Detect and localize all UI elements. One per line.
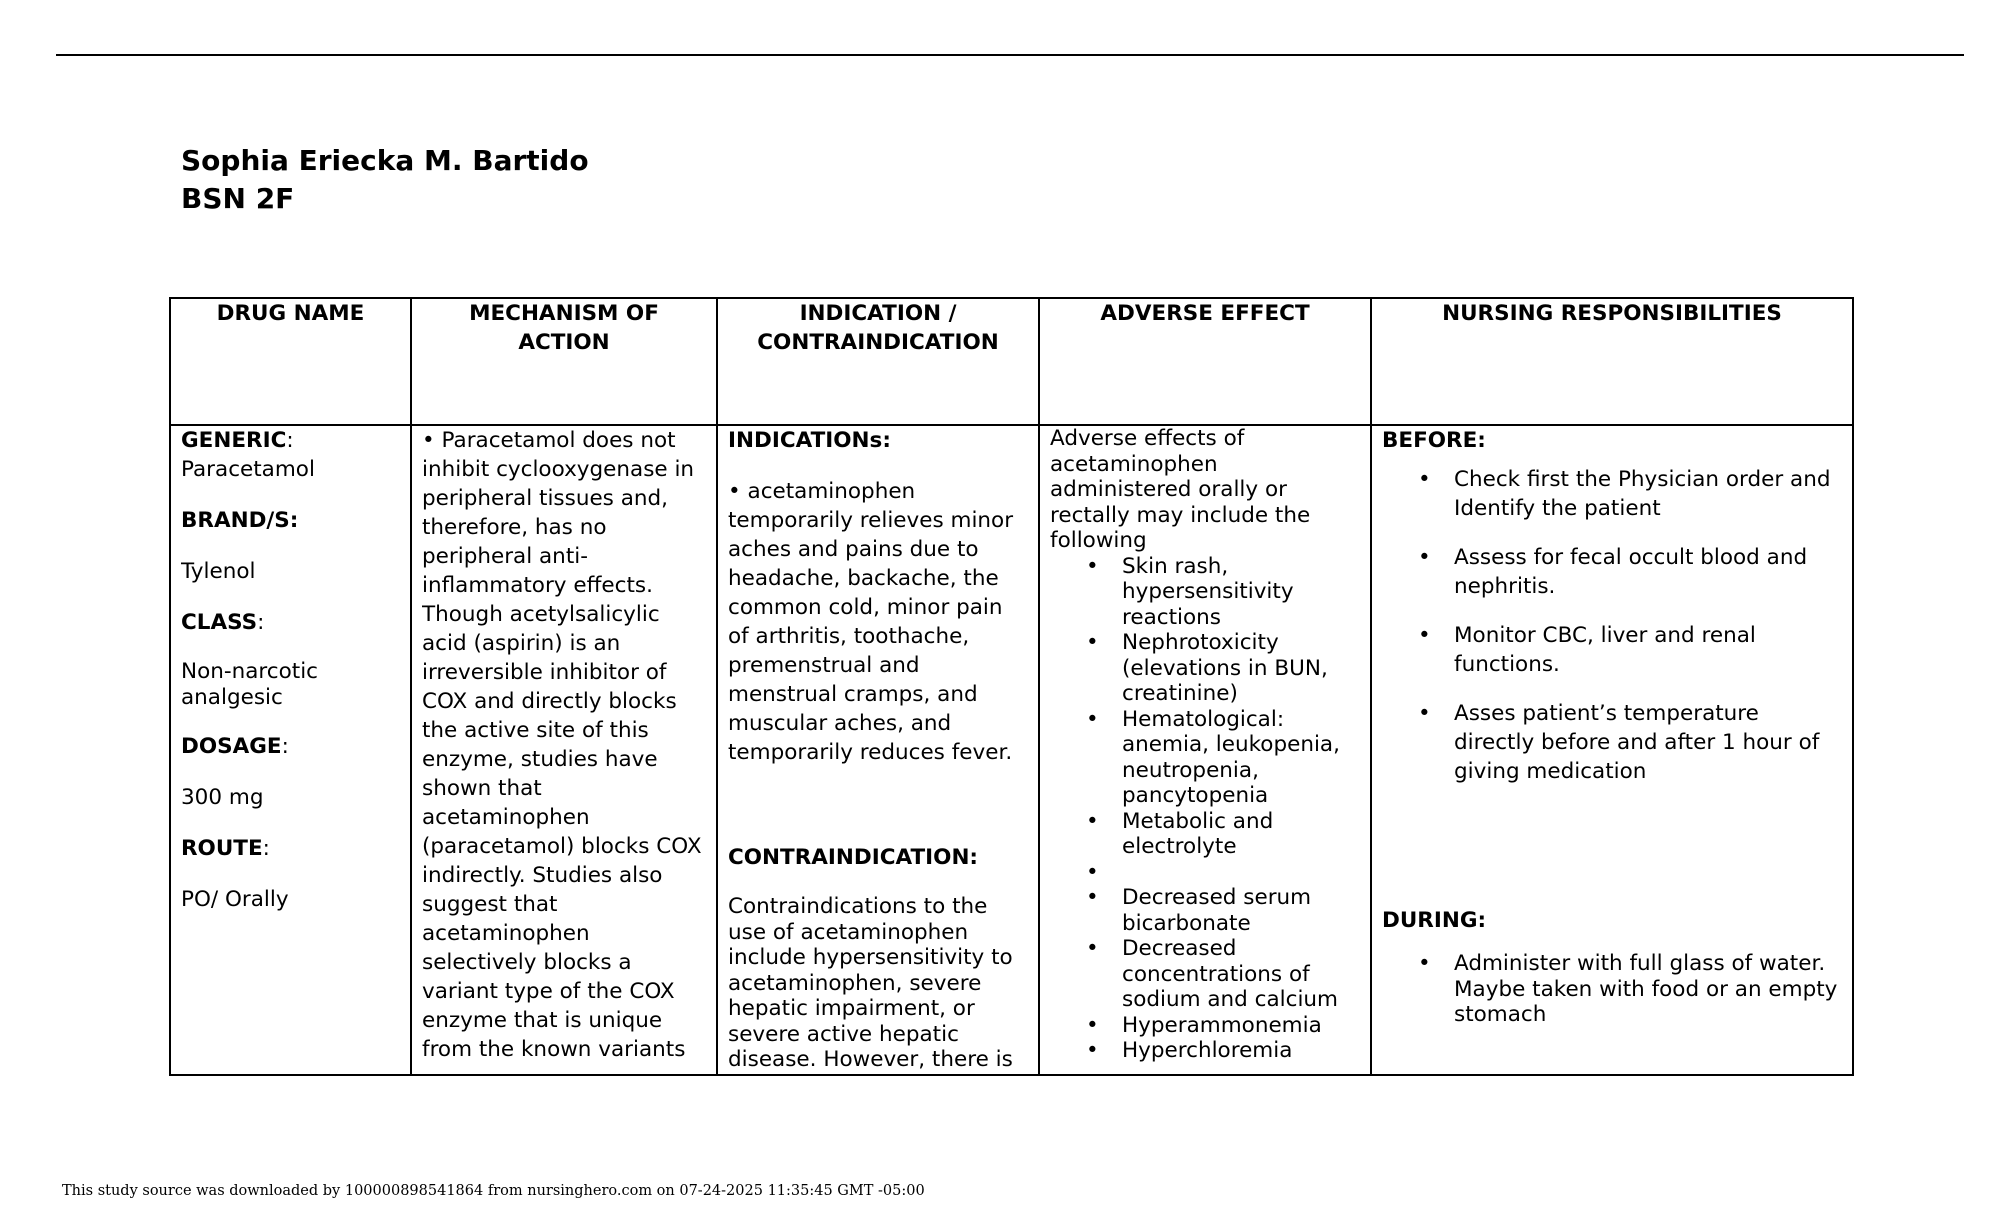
table-header-row bbox=[170, 298, 1853, 425]
generic-value: Paracetamol bbox=[181, 457, 315, 482]
indications-label: INDICATIONs: bbox=[728, 428, 891, 453]
route-value: PO/ Orally bbox=[181, 887, 289, 912]
list-item: • Monitor CBC, liver and renal functions. bbox=[1454, 621, 1842, 679]
list-item: • Asses patient’s temperature directly before and after 1 hour of giving medication bbox=[1454, 699, 1842, 786]
mechanism-text: • Paracetamol does not inhibit cyclooxygenase in peripheral tissues and, therefore, has no peripheral anti-inflammatory effects. Though acetylsalicylic acid (aspirin) is an irreversible inhibitor of COX and directly blocks the active site of this enzyme, studies have shown that acetaminophen (paracetamol) blocks COX indirectly. Studies also suggest that acetaminophen selectively blocks a variant type of the COX enzyme that is unique from the known variants bbox=[422, 428, 702, 1062]
brand-label: BRAND/S: bbox=[181, 508, 299, 533]
during-label: DURING: bbox=[1382, 908, 1487, 933]
list-item: • Hematological: anemia, leukopenia, neutropenia, pancytopenia bbox=[1122, 707, 1360, 809]
drug-study-table bbox=[169, 297, 1854, 1076]
table-row bbox=[170, 425, 1853, 1075]
class-label: CLASS bbox=[181, 610, 258, 635]
dosage-label: DOSAGE bbox=[181, 734, 282, 759]
route-label: ROUTE bbox=[181, 836, 263, 861]
list-item: • Hyperammonemia bbox=[1122, 1013, 1360, 1039]
during-list bbox=[1382, 951, 1842, 1028]
list-item: • Nephrotoxicity (elevations in BUN, creatinine) bbox=[1122, 630, 1360, 707]
header-adverse-effect: ADVERSE EFFECT bbox=[1039, 298, 1371, 425]
student-section: BSN 2F bbox=[181, 182, 295, 215]
header-indication-contraindication: INDICATION / CONTRAINDICATION bbox=[717, 298, 1039, 425]
cell-indication-contraindication bbox=[717, 425, 1039, 1075]
list-item: • Decreased concentrations of sodium and calcium bbox=[1122, 936, 1360, 1013]
cell-adverse-effect bbox=[1039, 425, 1371, 1075]
indications-text: • acetaminophen temporarily relieves minor aches and pains due to headache, backache, the common cold, minor pain of arthritis, toothache, premenstrual and menstrual cramps, and muscular aches, and temporarily reduces fever. bbox=[728, 479, 1014, 765]
student-header bbox=[181, 142, 589, 218]
contraindication-label: CONTRAINDICATION: bbox=[728, 845, 979, 870]
contraindication-text: Contraindications to the use of acetaminophen include hypersensitivity to acetaminophen, severe hepatic impairment, or severe active hepatic disease. However, there is bbox=[728, 894, 1013, 1072]
list-item: • Assess for fecal occult blood and nephritis. bbox=[1454, 543, 1842, 601]
adverse-intro: Adverse effects of acetaminophen administered orally or rectally may include the following bbox=[1050, 426, 1311, 553]
list-item: • Check first the Physician order and Identify the patient bbox=[1454, 465, 1842, 523]
cell-mechanism-of-action bbox=[411, 425, 717, 1075]
list-item: • Skin rash, hypersensitivity reactions bbox=[1122, 554, 1360, 631]
list-item: • Hyperchloremia bbox=[1122, 1038, 1360, 1064]
header-drug-name: DRUG NAME bbox=[170, 298, 411, 425]
student-name: Sophia Eriecka M. Bartido bbox=[181, 144, 589, 177]
adverse-effects-list bbox=[1050, 554, 1360, 1064]
cell-nursing-responsibilities bbox=[1371, 425, 1853, 1075]
download-source-note: This study source was downloaded by 100000898541864 from nursinghero.com on 07-24-2025 11:35:45 GMT -05:00 bbox=[62, 1183, 925, 1199]
header-mechanism-of-action: MECHANISM OF ACTION bbox=[411, 298, 717, 425]
list-item: • Decreased serum bicarbonate bbox=[1122, 885, 1360, 936]
top-horizontal-rule bbox=[56, 54, 1964, 56]
list-item: • Metabolic and electrolyte bbox=[1122, 809, 1360, 860]
class-value: Non-narcotic analgesic bbox=[181, 659, 318, 710]
before-list bbox=[1382, 465, 1842, 786]
list-item: • Administer with full glass of water. Maybe taken with food or an empty stomach bbox=[1454, 951, 1842, 1028]
brand-value: Tylenol bbox=[181, 559, 256, 584]
dosage-value: 300 mg bbox=[181, 785, 264, 810]
cell-drug-name: GENERIC: Paracetamol BRAND/S: Tylenol CLASS: Non-narcotic analgesic DOSAGE: 300 mg ROUTE: PO/ Orally bbox=[170, 425, 411, 1075]
header-nursing-responsibilities: NURSING RESPONSIBILITIES bbox=[1371, 298, 1853, 425]
before-label: BEFORE: bbox=[1382, 428, 1486, 453]
generic-label: GENERIC bbox=[181, 428, 287, 453]
list-item bbox=[1122, 860, 1360, 886]
